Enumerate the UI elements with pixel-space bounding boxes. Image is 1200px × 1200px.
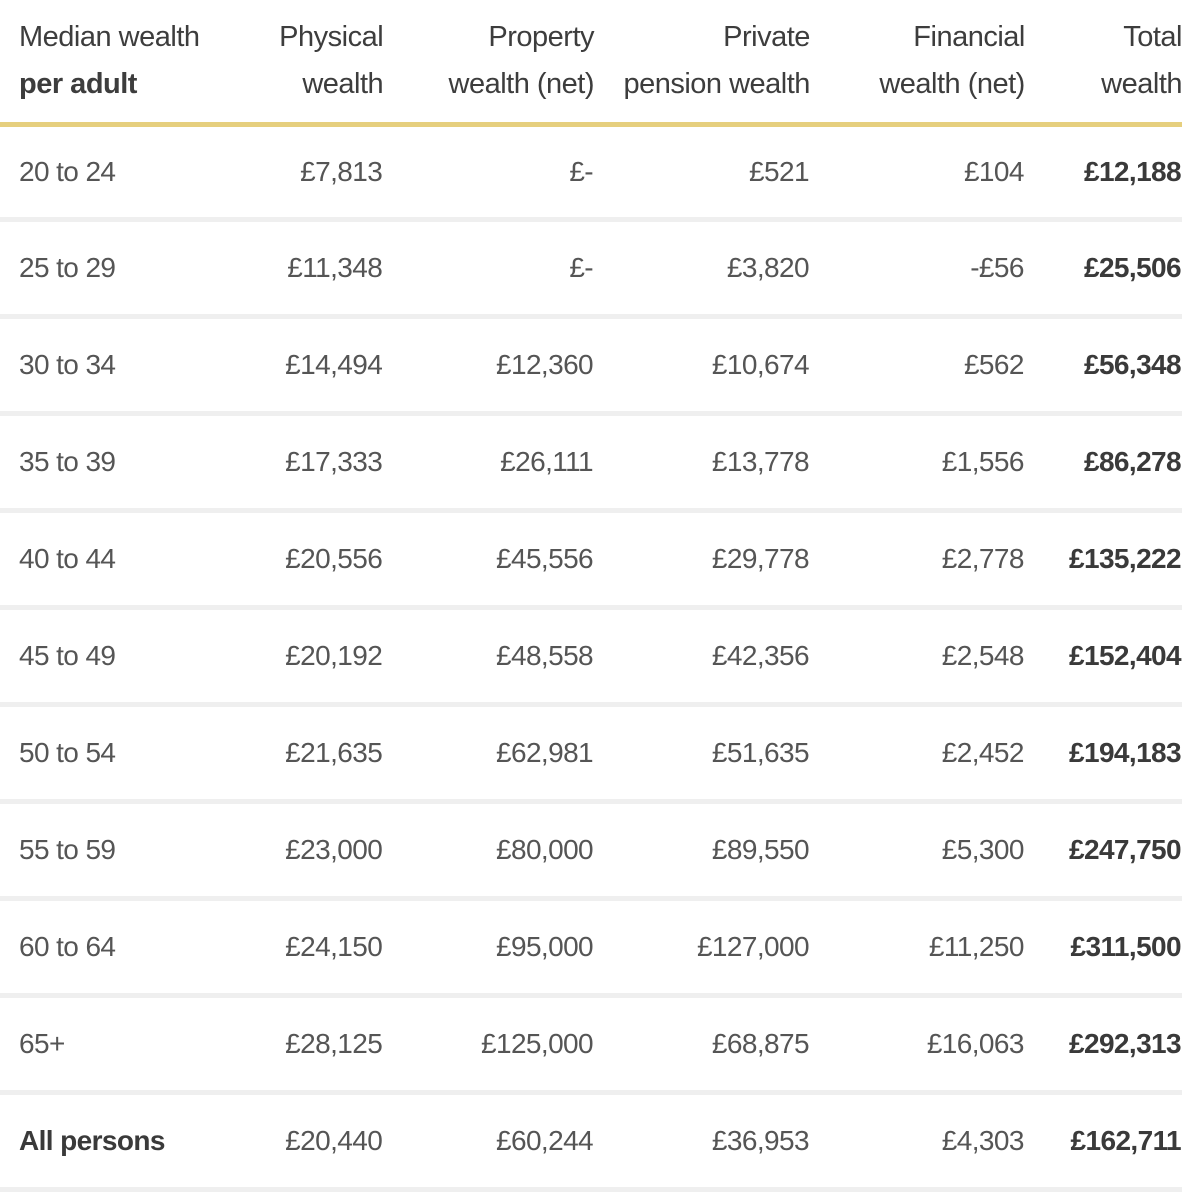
cell-property-wealth: £48,558 [383,608,594,705]
table-row [0,996,1182,1093]
cell-pension-wealth: £68,875 [594,996,810,1093]
cell-pension-wealth: £521 [594,125,810,220]
cell-age-group: 20 to 24 [0,125,203,220]
header-age-group [0,0,203,125]
cell-age-group: 55 to 59 [0,802,203,899]
header-pension-wealth [594,0,810,125]
cell-financial-wealth: £2,452 [810,705,1025,802]
cell-pension-wealth: £51,635 [594,705,810,802]
cell-financial-wealth: £562 [810,317,1025,414]
header-physical-line2: wealth [302,68,384,100]
header-pension-line1: Private [723,21,810,53]
header-property-wealth [383,0,594,125]
cell-property-wealth: £45,556 [383,511,594,608]
table-row [0,511,1182,608]
cell-property-wealth: £12,360 [383,317,594,414]
cell-pension-wealth: £3,820 [594,220,810,317]
cell-financial-wealth: £4,303 [810,1093,1025,1190]
cell-age-group: 35 to 39 [0,414,203,511]
table-body [0,125,1182,1190]
cell-property-wealth: £62,981 [383,705,594,802]
cell-total-wealth: £162,711 [1025,1093,1182,1190]
table-row [0,220,1182,317]
cell-total-wealth: £194,183 [1025,705,1182,802]
cell-age-group: 45 to 49 [0,608,203,705]
cell-financial-wealth: £16,063 [810,996,1025,1093]
header-pension-line2: pension wealth [623,68,810,100]
cell-physical-wealth: £28,125 [203,996,383,1093]
header-total-wealth [1025,0,1182,125]
header-age-group-line1: Median wealth [19,21,200,53]
cell-physical-wealth: £7,813 [203,125,383,220]
cell-property-wealth: £80,000 [383,802,594,899]
header-total-line1: Total [1123,21,1182,53]
cell-age-group: 60 to 64 [0,899,203,996]
cell-financial-wealth: £11,250 [810,899,1025,996]
cell-pension-wealth: £89,550 [594,802,810,899]
cell-total-wealth: £152,404 [1025,608,1182,705]
cell-pension-wealth: £127,000 [594,899,810,996]
cell-physical-wealth: £21,635 [203,705,383,802]
table-row [0,125,1182,220]
header-property-line1: Property [488,21,595,53]
cell-property-wealth: £- [383,125,594,220]
cell-property-wealth: £95,000 [383,899,594,996]
cell-age-group: 40 to 44 [0,511,203,608]
header-physical-line1: Physical [279,21,384,53]
header-row [0,0,1182,125]
cell-total-wealth: £135,222 [1025,511,1182,608]
table-header [0,0,1182,125]
cell-pension-wealth: £29,778 [594,511,810,608]
cell-property-wealth: £- [383,220,594,317]
cell-total-wealth: £86,278 [1025,414,1182,511]
cell-physical-wealth: £20,192 [203,608,383,705]
cell-financial-wealth: £2,548 [810,608,1025,705]
cell-physical-wealth: £11,348 [203,220,383,317]
cell-physical-wealth: £20,556 [203,511,383,608]
table-row [0,414,1182,511]
cell-financial-wealth: -£56 [810,220,1025,317]
cell-age-group: 25 to 29 [0,220,203,317]
table-row [0,802,1182,899]
header-property-line2: wealth (net) [448,68,595,100]
table-row [0,317,1182,414]
cell-physical-wealth: £14,494 [203,317,383,414]
cell-property-wealth: £125,000 [383,996,594,1093]
cell-total-wealth: £247,750 [1025,802,1182,899]
table-row [0,608,1182,705]
cell-property-wealth: £60,244 [383,1093,594,1190]
header-financial-wealth [810,0,1025,125]
cell-age-group: 30 to 34 [0,317,203,414]
table-row [0,899,1182,996]
table-row [0,1093,1182,1190]
cell-physical-wealth: £17,333 [203,414,383,511]
cell-financial-wealth: £1,556 [810,414,1025,511]
cell-pension-wealth: £42,356 [594,608,810,705]
cell-total-wealth: £12,188 [1025,125,1182,220]
cell-property-wealth: £26,111 [383,414,594,511]
cell-physical-wealth: £23,000 [203,802,383,899]
cell-physical-wealth: £20,440 [203,1093,383,1190]
header-age-group-line2: per adult [19,68,137,100]
cell-financial-wealth: £5,300 [810,802,1025,899]
cell-total-wealth: £25,506 [1025,220,1182,317]
table-row [0,705,1182,802]
cell-pension-wealth: £10,674 [594,317,810,414]
cell-total-wealth: £292,313 [1025,996,1182,1093]
header-financial-line2: wealth (net) [879,68,1025,100]
cell-physical-wealth: £24,150 [203,899,383,996]
cell-age-group: All persons [0,1093,203,1190]
cell-age-group: 50 to 54 [0,705,203,802]
cell-financial-wealth: £2,778 [810,511,1025,608]
header-total-line2: wealth [1101,68,1182,100]
header-physical-wealth [203,0,383,125]
cell-total-wealth: £56,348 [1025,317,1182,414]
cell-age-group: 65+ [0,996,203,1093]
cell-pension-wealth: £13,778 [594,414,810,511]
cell-total-wealth: £311,500 [1025,899,1182,996]
header-financial-line1: Financial [913,21,1025,53]
cell-financial-wealth: £104 [810,125,1025,220]
cell-pension-wealth: £36,953 [594,1093,810,1190]
